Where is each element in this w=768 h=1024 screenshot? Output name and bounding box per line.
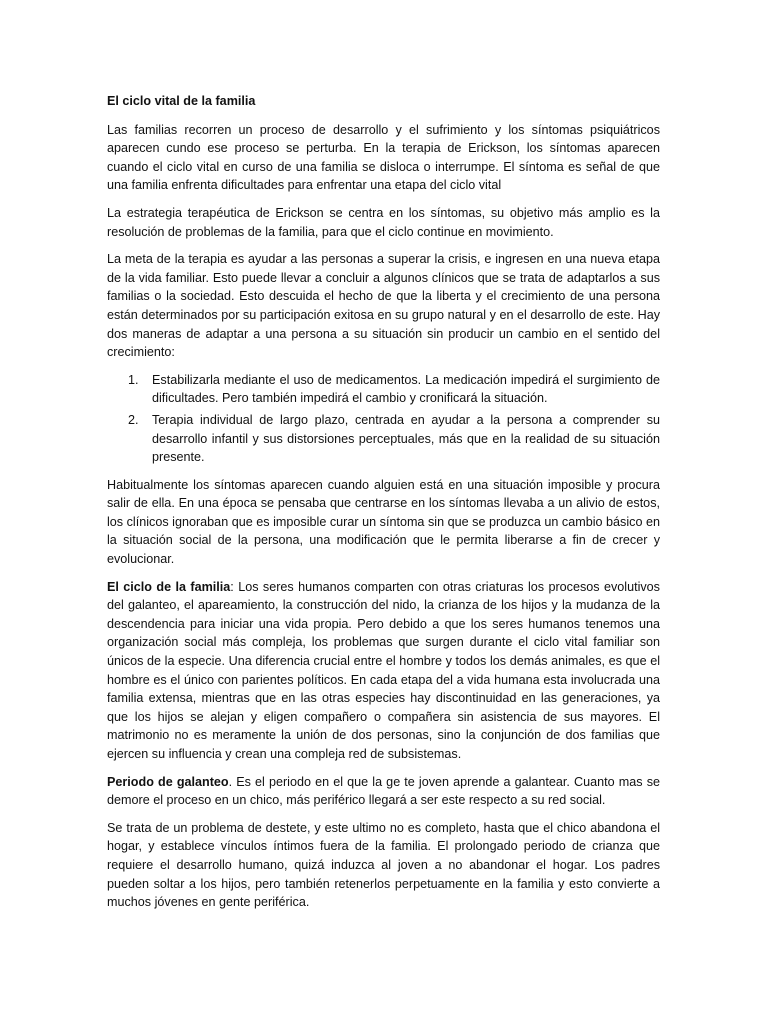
list-item-text: Terapia individual de largo plazo, centrada en ayudar a la persona a comprender su desarrollo infantil y sus distorsiones perceptuales, más que en la realidad de su situación presente. [152, 412, 660, 465]
paragraph-4: Habitualmente los síntomas aparecen cuando alguien está en una situación imposible y procura salir de ella. En una época se pensaba que centrarse en los síntomas llevaba a un alivio de estos, los clínicos ignoraban que es imposible curar un síntoma sin que se produzca un cambio básico en la situación social de la persona, una modificación que le permita liberarse a fin de crecer y evolucionar. [107, 477, 660, 567]
list-item [107, 371, 660, 408]
numbered-list [107, 371, 660, 467]
document-page [107, 92, 660, 921]
section-heading-ciclo: El ciclo de la familia [107, 579, 231, 594]
paragraph-1: Las familias recorren un proceso de desarrollo y el sufrimiento y los síntomas psiquiátricos aparecen cundo ese proceso se perturba. En la terapia de Erickson, los síntomas aparecen cuando el ciclo vital en curso de una familia se disloca o interrumpe. El síntoma es señal de que una familia enfrenta dificultades para enfrentar una etapa del ciclo vital [107, 122, 660, 193]
paragraph-3: La meta de la terapia es ayudar a las personas a superar la crisis, e ingresen en una nueva etapa de la vida familiar. Esto puede llevar a concluir a algunos clínicos que se trata de adaptarlos a sus familias o la sociedad. Esto descuida el hecho de que la liberta y el crecimiento de una persona están determinados por su participación exitosa en su grupo natural y en el desarrollo de este. Hay dos maneras de adaptar a una persona a su situación sin producir un cambio en el sentido del crecimiento: [107, 252, 660, 360]
paragraph-5-text: : Los seres humanos comparten con otras criaturas los procesos evolutivos del galanteo, el apareamiento, la construcción del nido, la crianza de los hijos y la mudanza de la descendencia para iniciar una vida propia. Pero debido a que los seres humanos tenemos una organización social más compleja, los problemas que surgen durante el ciclo vital familiar son únicos de la especie. Una diferencia crucial entre el hombre y todos los demás animales, es que el hombre es el único con parientes políticos. En cada etapa del a vida humana esta involucrada una familia extensa, mientras que en las otras especies hay discontinuidad en las generaciones, ya que los hijos se alejan y eligen compañero o compañera sin asistencia de sus mayores. El matrimonio no es meramente la unión de dos personas, sino la conjunción de dos familias que ejercen su influencia y crean una compleja red de subsistemas. [107, 579, 660, 761]
paragraph-2: La estrategia terapéutica de Erickson se centra en los síntomas, su objetivo más amplio es la resolución de problemas de la familia, para que el ciclo continue en movimiento. [107, 205, 660, 239]
paragraph-5 [107, 578, 660, 764]
paragraph-6-text: . Es el periodo en el que la ge te joven aprende a galantear. Cuanto mas se demore el proceso en un chico, más periférico llegará a ser este respecto a su red social. [107, 774, 660, 808]
paragraph-7: Se trata de un problema de destete, y este ultimo no es completo, hasta que el chico abandona el hogar, y establece vínculos íntimos fuera de la familia. El prolongado periodo de crianza que requiere el desarrollo humano, quizá induzca al joven a no abandonar el hogar. Los padres pueden soltar a los hijos, pero también retenerlos perpetuamente en la familia y esto convierte a muchos jóvenes en gente periférica. [107, 820, 660, 910]
list-item [107, 411, 660, 467]
paragraph-6 [107, 773, 660, 810]
section-heading-galanteo: Periodo de galanteo [107, 774, 229, 789]
list-item-number: 2. [128, 412, 139, 427]
list-item-number: 1. [128, 372, 139, 387]
document-title: El ciclo vital de la familia [107, 94, 256, 108]
list-item-text: Estabilizarla mediante el uso de medicamentos. La medicación impedirá el surgimiento de dificultades. Pero también impedirá el cambio y cronificará la situación. [152, 372, 660, 406]
